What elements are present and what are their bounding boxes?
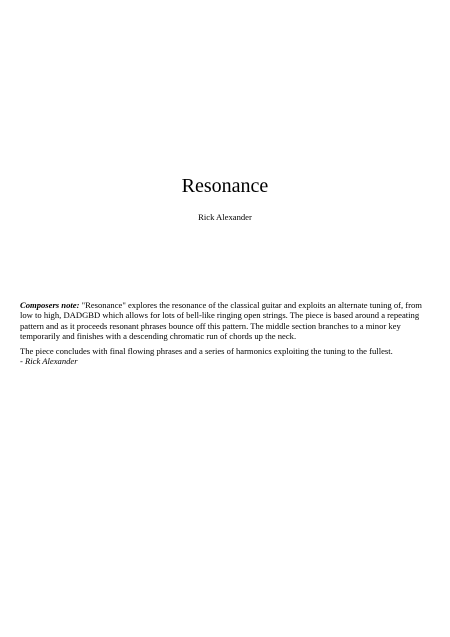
note-signature: - Rick Alexander bbox=[20, 356, 78, 367]
note-label: Composers note: bbox=[20, 300, 80, 310]
note-text-1: "Resonance" explores the resonance of the classical guitar and exploits an alternate tuning of, from low to high, DADGBD which allows for lots of bell-like ringing open strings. The piece is based around a repeating pattern and as it proceeds resonant phrases bounce off this pattern. The middle section branches to a minor key temporarily and finishes with a descending chromatic run of chords up the neck. bbox=[20, 300, 422, 342]
composers-note bbox=[20, 300, 432, 366]
page-title: Resonance bbox=[181, 175, 269, 197]
note-paragraph-1 bbox=[20, 300, 432, 342]
author-name: Rick Alexander bbox=[198, 212, 252, 222]
note-paragraph-2: The piece concludes with final flowing phrases and a series of harmonics exploiting the tuning to the fullest. bbox=[20, 345, 393, 356]
